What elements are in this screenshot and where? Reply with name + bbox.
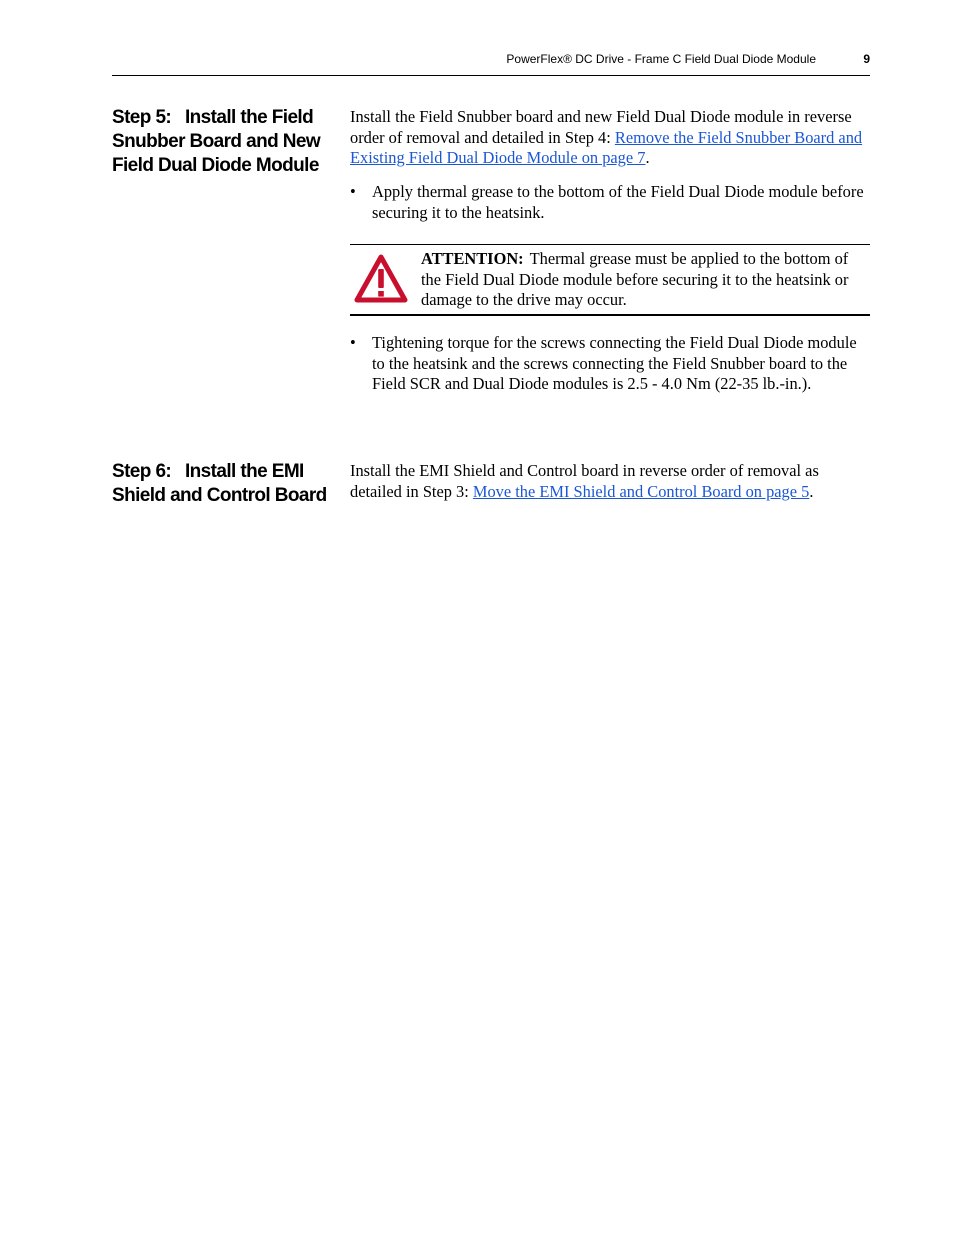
attention-notice (421, 249, 870, 311)
step6-intro (350, 461, 870, 502)
bullet-icon: • (350, 182, 356, 201)
step6-heading (112, 460, 334, 508)
step5-bullet-1 (350, 182, 870, 223)
header-divider (112, 75, 870, 76)
step5-heading (112, 106, 334, 178)
step6-cross-reference-link[interactable]: Move the EMI Shield and Control Board on page 5 (472, 481, 810, 501)
step5-bullet-2 (350, 333, 870, 395)
step6-heading-line1: Install the EMI (185, 461, 304, 482)
step5-heading-line1: Install the Field (185, 107, 314, 128)
step5-bullet-2-text: Tightening torque for the screws connecting the Field Dual Diode module to the heatsink and the screws connecting the Field Snubber board to the Field SCR and Dual Diode modules is 2.5 - 4.0 Nm (22-35 lb.-in.). (372, 333, 857, 394)
step6-heading-line2: Shield and Control Board (112, 485, 327, 506)
attention-label: ATTENTION: (421, 249, 524, 268)
step5-number: Step 5: (112, 107, 172, 128)
header-title: PowerFlex® DC Drive - Frame C Field Dual Diode Module (506, 52, 816, 66)
attention-text: Thermal grease must be applied to the bottom of the Field Dual Diode module before securing it to the heatsink or damage to the drive may occur. (421, 249, 849, 310)
attention-bottom-rule (350, 314, 870, 316)
page-number: 9 (863, 52, 870, 66)
step6-intro-text: Install the EMI Shield and Control board in reverse order of removal as detailed in Step 3: (350, 461, 819, 501)
step5-heading-line2: Snubber Board and New (112, 131, 321, 152)
step5-intro-end: . (645, 148, 650, 168)
warning-triangle-icon (354, 254, 408, 304)
bullet-icon: • (350, 333, 356, 352)
step5-bullet-1-text: Apply thermal grease to the bottom of the Field Dual Diode module before securing it to the heatsink. (372, 182, 864, 222)
step5-heading-line3: Field Dual Diode Module (112, 155, 319, 176)
step6-number: Step 6: (112, 461, 172, 482)
step5-cross-reference-link[interactable]: Remove the Field Snubber Board and Existing Field Dual Diode Module on page 7 (350, 127, 863, 168)
attention-top-rule (350, 244, 870, 245)
step6-intro-end: . (809, 481, 814, 501)
step5-intro (350, 107, 870, 169)
step5-intro-text: Install the Field Snubber board and new Field Dual Diode module in reverse order of removal and detailed in Step 4: (350, 107, 852, 147)
